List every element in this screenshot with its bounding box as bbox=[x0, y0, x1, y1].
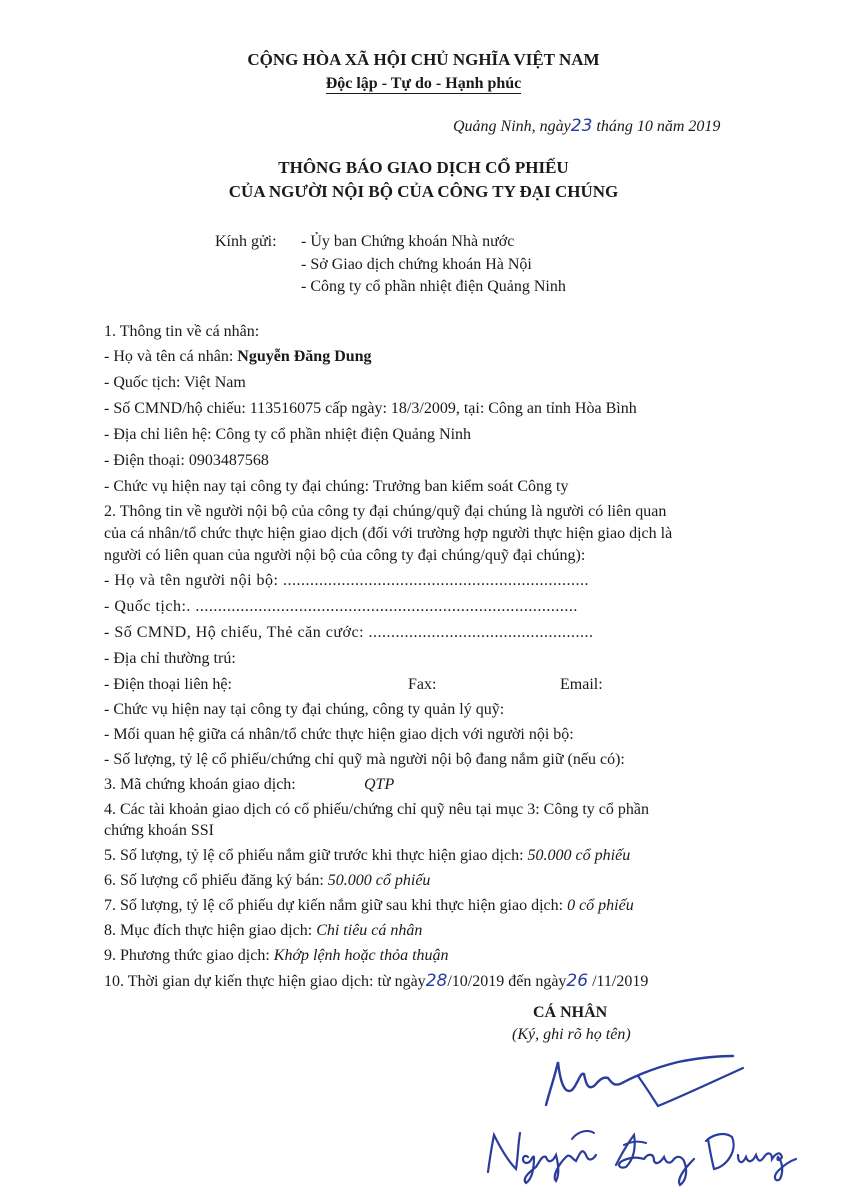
section2-heading-line: người có liên quan của người nội bộ của công ty đại chúng/quỹ đại chúng): bbox=[104, 547, 586, 564]
item7-value: 0 cổ phiếu bbox=[567, 897, 634, 914]
contact-address: - Địa chỉ liên hệ: Công ty cổ phần nhiệt điện Quảng Ninh bbox=[104, 426, 472, 443]
handwritten-signature bbox=[528, 1050, 788, 1120]
item10-label: 10. Thời gian dự kiến thực hiện giao dịch: từ ngày bbox=[104, 973, 426, 990]
current-position-row bbox=[104, 477, 568, 497]
insider-phone-label: - Điện thoại liên hệ: bbox=[104, 676, 232, 693]
item5-label: 5. Số lượng, tỷ lệ cổ phiếu nắm giữ trước khi thực hiện giao dịch: bbox=[104, 847, 524, 864]
item3-value: QTP bbox=[364, 776, 395, 793]
section2-heading-line: 2. Thông tin về người nội bộ của công ty đại chúng/quỹ đại chúng là người có liên quan bbox=[104, 503, 667, 520]
item3-label: 3. Mã chứng khoán giao dịch: bbox=[104, 776, 296, 793]
item6-label: 6. Số lượng cổ phiếu đăng ký bán: bbox=[104, 872, 324, 889]
recipient-item: - Sở Giao dịch chứng khoán Hà Nội bbox=[301, 256, 532, 273]
item7-label: 7. Số lượng, tỷ lệ cổ phiếu dự kiến nắm giữ sau khi thực hiện giao dịch: bbox=[104, 897, 564, 914]
insider-email-label: Email: bbox=[560, 676, 603, 693]
insider-position: - Chức vụ hiện nay tại công ty đại chúng, công ty quản lý quỹ: bbox=[104, 701, 505, 718]
id-number: - Số CMND/hộ chiếu: 113516075 cấp ngày: 18/3/2009, tại: Công an tỉnh Hòa Bình bbox=[104, 400, 637, 417]
handwritten-full-name bbox=[476, 1117, 806, 1192]
item4-line: 4. Các tài khoản giao dịch có cổ phiếu/chứng chỉ quỹ nêu tại mục 3: Công ty cổ phần bbox=[104, 801, 649, 818]
section1-heading: 1. Thông tin về cá nhân: bbox=[104, 323, 260, 340]
item8-value: Chi tiêu cá nhân bbox=[316, 922, 423, 939]
item10-row bbox=[104, 971, 648, 992]
motto-text: Độc lập - Tự do - Hạnh phúc bbox=[325, 75, 522, 92]
doc-title-line1: THÔNG BÁO GIAO DỊCH CỔ PHIẾU bbox=[278, 158, 569, 177]
place-date-prefix: Quảng Ninh, ngày bbox=[453, 118, 571, 135]
item9-value: Khớp lệnh hoặc thỏa thuận bbox=[273, 947, 449, 964]
section2-heading-line: của cá nhân/tổ chức thực hiện giao dịch (đối với trường hợp người thực hiện giao dịch là bbox=[104, 525, 673, 542]
recipient-item: - Ủy ban Chứng khoán Nhà nước bbox=[301, 233, 515, 250]
item9-label: 9. Phương thức giao dịch: bbox=[104, 947, 270, 964]
nationality: - Quốc tịch: Việt Nam bbox=[104, 374, 246, 391]
place-date bbox=[453, 116, 720, 137]
insider-id-docs: - Số CMND, Hộ chiếu, Thẻ căn cước: .................................................. bbox=[104, 624, 594, 641]
item10-from-day: 28 bbox=[425, 971, 448, 991]
signature-note: (Ký, ghi rõ họ tên) bbox=[512, 1026, 631, 1043]
motto bbox=[0, 74, 847, 94]
item10-end: /11/2019 bbox=[592, 973, 649, 990]
item8-label: 8. Mục đích thực hiện giao dịch: bbox=[104, 922, 313, 939]
item6-value: 50.000 cổ phiếu bbox=[327, 872, 431, 889]
item6-row bbox=[104, 871, 430, 891]
item9-row bbox=[104, 946, 449, 966]
item4-line: chứng khoán SSI bbox=[104, 822, 214, 839]
signature-title: CÁ NHÂN bbox=[533, 1004, 608, 1021]
item5-value: 50.000 cổ phiếu bbox=[527, 847, 631, 864]
current-position-value: Trưởng ban kiểm soát Công ty bbox=[372, 478, 569, 495]
insider-fax-label: Fax: bbox=[408, 676, 437, 693]
place-date-day: 23 bbox=[570, 116, 593, 136]
insider-nationality: - Quốc tịch:. ..................................................................................... bbox=[104, 598, 578, 615]
place-date-suffix: tháng 10 năm 2019 bbox=[596, 118, 721, 135]
insider-holdings: - Số lượng, tỷ lệ cổ phiếu/chứng chỉ quỹ mà người nội bộ đang nắm giữ (nếu có): bbox=[104, 751, 625, 768]
current-position-label: - Chức vụ hiện nay tại công ty đại chúng: bbox=[104, 478, 370, 495]
personal-name-row bbox=[104, 347, 372, 367]
personal-name-label: - Họ và tên cá nhân: bbox=[104, 348, 234, 365]
item10-to-day: 26 bbox=[566, 971, 589, 991]
insider-name: - Họ và tên người nội bộ: .................................................................... bbox=[104, 572, 589, 589]
recipient-item: - Công ty cổ phần nhiệt điện Quảng Ninh bbox=[301, 278, 566, 295]
personal-name-value: Nguyễn Đăng Dung bbox=[237, 348, 372, 365]
phone-number: - Điện thoại: 0903487568 bbox=[104, 452, 269, 469]
item10-mid: /10/2019 đến ngày bbox=[447, 973, 567, 990]
country-heading: CỘNG HÒA XÃ HỘI CHỦ NGHĨA VIỆT NAM bbox=[247, 50, 600, 69]
item5-row bbox=[104, 846, 630, 866]
item8-row bbox=[104, 921, 422, 941]
item7-row bbox=[104, 896, 634, 916]
insider-relationship: - Mối quan hệ giữa cá nhân/tổ chức thực hiện giao dịch với người nội bộ: bbox=[104, 726, 574, 743]
recipients-label: Kính gửi: bbox=[215, 233, 277, 250]
insider-residence: - Địa chỉ thường trú: bbox=[104, 650, 236, 667]
doc-title-line2: CỦA NGƯỜI NỘI BỘ CỦA CÔNG TY ĐẠI CHÚNG bbox=[228, 182, 619, 201]
